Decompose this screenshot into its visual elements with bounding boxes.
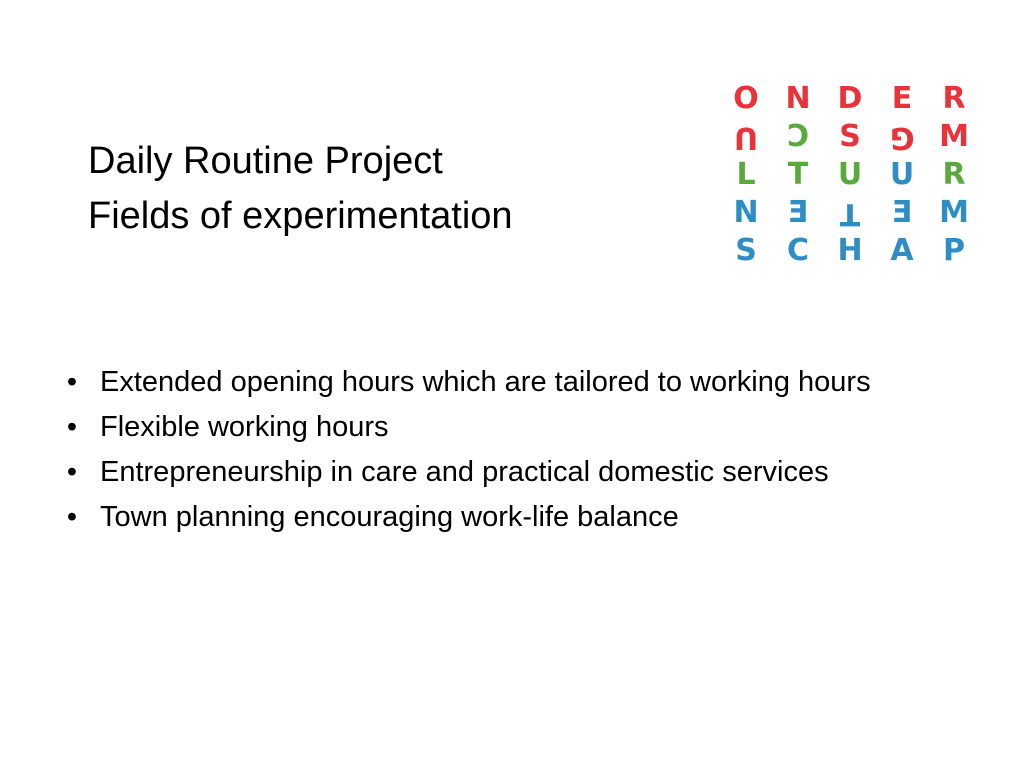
- slide-title: [88, 134, 513, 244]
- logo-letter: N: [733, 195, 759, 230]
- logo-letter: H: [837, 233, 863, 268]
- logo-letter: D: [837, 81, 863, 116]
- logo-letter: L: [736, 157, 756, 192]
- ocw-logo: [726, 80, 986, 270]
- logo-letter: G: [889, 120, 915, 155]
- logo-letter: C: [786, 233, 810, 268]
- slide-title-line-2: Fields of experimentation: [88, 195, 513, 237]
- logo-letter: T: [839, 196, 861, 231]
- logo-letter: R: [942, 81, 966, 116]
- bullet-dot: •: [66, 366, 78, 398]
- logo-letter: E: [891, 195, 913, 230]
- logo-letter: M: [939, 119, 969, 154]
- logo-letter: T: [787, 157, 809, 192]
- bullet-text: Town planning encouraging work-life balance: [100, 501, 679, 533]
- bullet-dot: •: [66, 456, 78, 488]
- bullet-item: [60, 499, 980, 535]
- bullet-item: [60, 409, 980, 445]
- bullet-list: [60, 364, 980, 544]
- logo-letter: U: [837, 157, 863, 192]
- logo-letter: N: [785, 81, 811, 116]
- bullet-text: Flexible working hours: [100, 411, 389, 443]
- logo-letter: R: [942, 157, 966, 192]
- logo-letter: A: [890, 233, 914, 268]
- bullet-text: Entrepreneurship in care and practical domestic services: [100, 456, 829, 488]
- logo-letter: E: [891, 81, 913, 116]
- logo-letter: O: [733, 81, 759, 116]
- logo-letter: S: [839, 119, 861, 154]
- logo-letter: M: [939, 195, 969, 230]
- bullet-dot: •: [66, 501, 78, 533]
- logo-letter: U: [889, 157, 915, 192]
- logo-letter: C: [786, 119, 810, 154]
- bullet-dot: •: [66, 411, 78, 443]
- slide-title-line-1: Daily Routine Project: [88, 140, 443, 182]
- logo-letter: E: [787, 195, 809, 230]
- logo-letter: U: [733, 120, 759, 155]
- logo-letter: P: [943, 233, 965, 268]
- bullet-item: [60, 364, 980, 400]
- logo-letter: S: [735, 233, 757, 268]
- bullet-text: Extended opening hours which are tailored to working hours: [100, 366, 871, 398]
- bullet-item: [60, 454, 980, 490]
